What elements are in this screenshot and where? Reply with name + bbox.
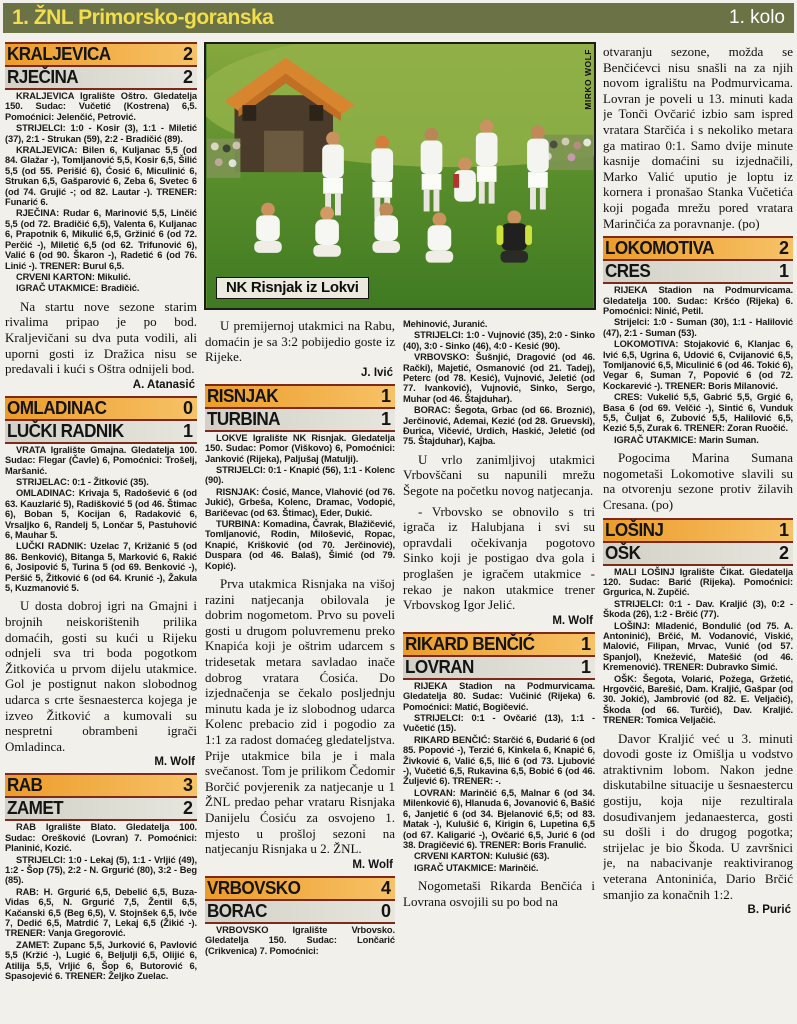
match-scorers: STRIJELCI: 1:0 - Kosir (3), 1:1 - Miletić (37), 2:1 - Strukan (59), 2:2 - Bradičić (89). (5, 123, 197, 144)
match-info: VRATA Igralište Gmajna. Gledatelja 100. Sudac: Flegar (Čavle) 6, Pomoćnici: Trošelj, Maršanić. (5, 444, 197, 476)
away-lineup: OŠK: Šegota, Volarić, Požega, Gržetić, Hrgovčić, Barešić, Dam. Kraljić, Gašpar (od 30. Jokić), Jambrović (od 82. E. Veljačić), Škoda (od 66. Turčić), Dav. Kraljić. TRENER: Tomica Veljačić. (603, 673, 793, 726)
team-photo-illustration (206, 44, 594, 308)
byline: B. Purić (747, 904, 791, 917)
match-scorers: STRIJELCI: 1:0 - Lekaj (5), 1:1 - Vrljić (49), 1:2 - Šop (75), 2:2 - N. Grgurić (80), 3:2 - Beg (85). (5, 854, 197, 886)
page-masthead (3, 3, 794, 33)
player-of-match: IGRAČ UTAKMICE: Bradičić. (16, 283, 140, 294)
match-header-rikard-bencic-lovran (403, 632, 595, 680)
home-team-score: 3 (182, 775, 193, 796)
home-team-score: 1 (580, 633, 591, 654)
column-3 (403, 316, 595, 1020)
away-team-row (5, 421, 197, 444)
home-team-name: LOKOMOTIVA (605, 238, 714, 259)
match-scorers: STRIJELCI: 1:0 - Vujnović (35), 2:0 - Sinko (40), 3:0 - Sinko (46), 4:0 - Kesić (90). (403, 330, 595, 351)
match-report: U dosta dobroj igri na Gmajni i brojnih neiskorištenih prilika domaćih, gosti su kući u Rijeku odnjeli sva tri boda pogotkom Žitkovića u prvom dijelu utakmice. Gol je postignut nakon slobodnog udarca s crte šesnaesterca kojega je izveo Žitković a kumovali su nespretni obrambeni igrači Omladinca. (5, 598, 197, 754)
match-report-continued: otvaranju sezone, možda se Benčićevci nisu snašli na za njih novom igralištu na Podmurvicama. Lovran je poveli u 13. minuti kada je Tonči Ovčarić izbio sam ispred vratara Starčića i s nekoliko metara ga matirao 0:1. Samo dvije minute kasnije domaćini su izjednačili, Marko Valić uputio je loptu iz kornera i pronašao Stanka Vučetića koji pogađa mrežu pored vratara Marinčića za poravnanje. (po) (603, 44, 793, 231)
home-team-name: VRBOVSKO (207, 877, 301, 898)
away-team-row (403, 657, 595, 680)
home-team-score: 4 (380, 877, 391, 898)
match-report: Nogometaši Rikarda Benčića i Lovrana osvojili su po bod na (403, 878, 595, 909)
home-team-name: RIKARD BENČIĆ (405, 633, 535, 654)
away-team-score: 1 (778, 261, 789, 282)
match-header-kraljevica-rjecina (5, 42, 197, 90)
away-team-name: TURBINA (207, 408, 280, 429)
red-card: CRVENI KARTON: Kulušić (63). (414, 851, 550, 862)
match-report: Na startu nove sezone starim rivalima pripao je po bod. Kraljevičani su dva puta vodili, ali uporni gosti iz Dražica nisu se predavali i kući s Oštra odnijeli bod. (5, 298, 197, 377)
home-lineup: LOKOMOTIVA: Stojaković 6, Klanjac 6, Ivić 6,5, Ugrina 6, Udović 6, Cvijanović 6,5, Tomljanović 6,5, Miculinić 6 (od 46. Tokić 6), Vegar 6, Suman 7, Popović 6 (od 72. Kockarević -). TRENER: Boris Milanović. (603, 339, 793, 391)
home-team-row (205, 386, 395, 409)
home-lineup: RISNJAK: Ćosić, Mance, Vlahović (od 76. Jukić), Grbeša, Kolenc, Dramac, Vodopić, Baričevac (od 63. Štimac), Eder, Dukić. (205, 486, 395, 518)
away-lineup: ZAMET: Zupanc 5,5, Jurković 6, Pavlović 5,5 (Kržić -), Lugić 6, Beljulji 6,5, Olijić 6, Atilija 5,5, Vrljić 6, Šop 6, Butorović 6, Spasojević 6. TRENER: Željko Zuelac. (5, 939, 197, 981)
home-team-row (5, 775, 197, 798)
away-team-name: RJEČINA (7, 67, 79, 87)
match-header-risnjak-turbina (205, 384, 395, 432)
away-team-score: 0 (380, 900, 391, 921)
home-team-name: RAB (7, 775, 43, 796)
match-report: U premijernoj utakmici na Rabu, domaćin je sa 3:2 pobijedio goste iz Rijeke. (205, 318, 395, 365)
photo-credit: MIRKO WOLF (583, 49, 593, 110)
match-report: Prva utakmica Risnjaka na višoj razini natjecanja obilovala je dobrim nogometom. Prvo su poveli gosti u drugom poluvremenu preko Knapića koji je oštrim udarcem s tridesetak metara savladao inače dobrog vratara Ćosića. Do izjednačenja se čekalo posljednju minutu kada je iz slobodnog udarca Kolenc prebacio zid i pogodio za 1:1 za radost domaćeg gledateljstva. Prije utakmice bila je i mala svečanost. Tom je prilikom Čedomir Borčić povjerenik za natjecanje u 1 ŽNL predao pehar vrataru Risnjaka Danijelu Ćosiću za osvojeno 1. mjesto u prošloj sezoni na natjecanju Risnjaka u 2. ŽNL. (205, 576, 395, 857)
away-team-row (205, 409, 395, 432)
away-team-name: OŠK (605, 542, 641, 563)
match-header-lokomotiva-cres (603, 236, 793, 284)
home-lineup: OMLADINAC: Krivaja 5, Radošević 6 (od 63. Kauzlarić 5), Radišković 5 (od 46. Štimac 6), Boban 5, Kocijan 6, Radaković 6, Vrsaljko 6, Randelj 5, Lončar 5, Pastuhović 6, Mauhar 5. (5, 488, 197, 540)
byline: M. Wolf (552, 614, 593, 627)
home-lineup: VRBOVSKO: Šušnjić, Dragović (od 46. Rački), Majetić, Osmanović (od 21. Tadej), Peterc (od 78. Kesić), Vujnović, Jeletić (od 77. Ivanković), Vujnović, Sinko, Sergo, Muhar (od 46. Štajduhar). (403, 352, 595, 404)
home-team-score: 1 (380, 385, 391, 406)
match-info: RIJEKA Stadion na Podmurvicama. Gledatelja 100. Sudac: Kršćo (Rijeka) 6. Pomoćnici: Ninić, Petil. (603, 285, 793, 316)
match-scorers: Strijelci: 1:0 - Suman (30), 1:1 - Halilović (47), 2:1 - Suman (53). (603, 317, 793, 338)
match-info: RAB Igralište Blato. Gledatelja 100. Sudac: Orešković (Lovran) 7. Pomoćnici: Planinić, Kozić. (5, 822, 197, 854)
away-team-score: 1 (182, 420, 193, 441)
away-lineup: LOVRAN: Marinčić 6,5, Malnar 6 (od 34. Milenković 6), Hlanuda 6, Jovanović 6, Bašić 6, Janjetić 6 (od 34. Bjelanović 6,5; od 83. Matak -), Kulušić 6, Kirigin 6, Lupetina 6,5 (od 67. Kaligarić -), Ovčarić 6,5, Jurić 6 (od 38. Dragičević 6). TRENER: Boris Franulić. (403, 787, 595, 850)
match-info: VRBOVSKO Igralište Vrbovsko. Gledatelja 150. Sudac: Lončarić (Crikvenica) 7. Pomoćnici: (205, 924, 395, 956)
byline: J. Ivić (361, 366, 393, 379)
league-title: 1. ŽNL Primorsko-goranska (12, 6, 274, 29)
home-team-name: LOŠINJ (605, 519, 664, 540)
home-lineup: KRALJEVICA: Bilen 6, Kuljanac 5,5 (od 84. Glažar -), Tomljanović 5,5, Kosir 6,5, Šilić 5,5 (od 55. Perišić 6), Ćosić 6, Miculinić 6, Strukan 6,5, Gašparović 6, Zeba 6, Svetec 6 (od 74. Grujić -; od 82. Lautar -). TRENER: Funarić 6. (5, 145, 197, 208)
home-team-score: 2 (778, 238, 789, 259)
away-team-name: LOVRAN (405, 656, 474, 677)
away-team-row (5, 798, 197, 821)
match-info: KRALJEVICA Igralište Oštro. Gledatelja 150. Sudac: Vučetić (Kostrena) 6,5. Pomoćnici: Jelenčić, Petrović. (5, 91, 197, 122)
column-2 (205, 316, 395, 1020)
home-team-name: OMLADINAC (7, 397, 107, 418)
player-of-match: IGRAČ UTAKMICE: Marinčić. (414, 862, 539, 873)
away-team-name: BORAC (207, 900, 267, 921)
match-info: RIJEKA Stadion na Podmurvicama. Gledatelja 80. Sudac: Vučinić (Rijeka) 6. Pomoćnici: Matić, Bogičević. (403, 680, 595, 712)
red-card: CRVENI KARTON: Mikulić. (16, 271, 131, 282)
away-team-score: 2 (182, 67, 193, 87)
home-team-score: 1 (778, 519, 789, 540)
match-report: Pogocima Marina Sumana nogometaši Lokomotive slavili su na otvorenju sezone protiv žilavih Cresana. (po) (603, 450, 793, 512)
match-header-vrbovsko-borac (205, 876, 395, 924)
match-info-continued: Mehinović, Juranić. (403, 319, 488, 329)
home-team-name: KRALJEVICA (7, 44, 111, 64)
away-team-name: LUČKI RADNIK (7, 420, 124, 441)
away-lineup: TURBINA: Komadina, Čavrak, Blažičević, Tomljanović, Rodin, Milošević, Ropac, Knapić, Krišković (od 70. Jerčinović), Duspara (od 46. Balaš), Šimić (od 79. Kopić). (205, 519, 395, 571)
away-team-row (603, 261, 793, 284)
match-header-rab-zamet (5, 773, 197, 821)
home-lineup: RIKARD BENČIĆ: Starčić 6, Đudarić 6 (od 85. Popović -), Terzić 6, Kinkela 6, Knapić 6, Živković 6, Valić 6,5, Ilić 6 (od 73. Ljubović -), Vučetić 6,5, Rukavina 6,5, Bobić 6 (od 46. Žuljević 6). TRENER: -. (403, 734, 595, 787)
home-team-name: RISNJAK (207, 385, 279, 406)
away-team-row (603, 543, 793, 566)
match-header-omladinac-lucki-radnik (5, 396, 197, 444)
match-report: U vrlo zanimljivoj utakmici Vrbovščani su napunili mrežu Šegote na početku novog natjecanja. (403, 451, 595, 499)
away-team-score: 2 (778, 542, 789, 563)
away-lineup: BORAC: Šegota, Grbac (od 66. Broznić), Jerčinović, Ademai, Kezić (od 28. Gruevski), Đurica, Vičević, Urdich, Haskić, Jeletić (od 75. Štajduhar), Kajba. (403, 405, 595, 447)
home-team-row (5, 44, 197, 67)
home-team-row (403, 634, 595, 657)
away-team-name: ZAMET (7, 798, 64, 819)
away-team-name: CRES (605, 261, 651, 282)
away-lineup: CRES: Vukelić 5,5, Gabrić 5,5, Grgić 6, Basa 6 (od 69. Velčić -), Sintić 6, Vunduk 5,5, Čuljat 6, Zubović 5,5, Halilović 6,5, Kezić 5,5, Zurak 6. TRENER: Zoran Ruočić. (603, 392, 793, 434)
byline: M. Wolf (352, 858, 393, 871)
column-1 (5, 40, 197, 1020)
home-team-row (5, 398, 197, 421)
home-lineup: LOŠINJ: Mladenić, Bondulić (od 75. A. Antoninić), Brčić, M. Vodanović, Viskić, Malović, Filipan, Mrvac, Vunić (od 57. Spanjol), Knežević, Matešić (od 46. Kremenović). TRENER: Dubravko Simić. (603, 620, 793, 673)
column-4 (603, 40, 793, 1020)
match-scorers: STRIJELCI: 0:1 - Knapić (56), 1:1 - Kolenc (90). (205, 465, 395, 486)
home-team-score: 0 (182, 397, 193, 418)
away-lineup: LUČKI RADNIK: Uzelac 7, Križanić 5 (od 86. Benković), Bitanga 5, Marković 6, Rakić 6, Josipović 5, Turina 5 (od 69. Benković -), Peršić 5, Žitković 6 (od 64. Krunić -), Žakula 5, Kuzmanović 5. (5, 541, 197, 593)
away-team-score: 2 (182, 798, 193, 819)
photo-caption: NK Risnjak iz Lokvi (216, 277, 369, 299)
round-label: 1. kolo (729, 7, 785, 28)
match-header-losinj-osk (603, 518, 793, 566)
player-of-match: IGRAČ UTAKMICE: Marin Suman. (614, 434, 759, 445)
home-team-row (205, 878, 395, 901)
match-info: LOKVE Igralište NK Risnjak. Gledatelja 150. Sudac: Pomor (Viškovo) 6, Pomoćnici: Janković (Rijeka), Paljušaj (Matulji). (205, 432, 395, 464)
match-scorers: STRIJELCI: 0:1 - Dav. Kraljić (3), 0:2 - Škoda (26), 1:2 - Brčić (77). (603, 598, 793, 620)
away-team-row (205, 901, 395, 924)
away-team-score: 1 (380, 408, 391, 429)
away-team-score: 1 (580, 656, 591, 677)
byline: A. Atanasić (132, 378, 195, 391)
match-report-quote: - Vrbovsko se obnovilo s tri igrača iz Halubjana i svi su opravdali očekivanja pogotovo Sinko koji je postigao dva gola i proglašen je igračem utakmice - rekao je nakon utakmice trener Vrbovskog Igor Jelić. (403, 503, 595, 613)
match-info: MALI LOŠINJ Igralište Čikat. Gledatelja 120. Sudac: Barić (Rijeka). Pomoćnici: Grgurica, N. Zupčić. (603, 566, 793, 598)
match-scorers: STRIJELCI: 0:1 - Ovčarić (13), 1:1 - Vučetić (15). (403, 713, 595, 734)
team-photo (204, 42, 596, 310)
away-team-row (5, 67, 197, 90)
match-scorers: STRIJELAC: 0:1 - Žitković (35). (16, 476, 149, 487)
byline: M. Wolf (154, 756, 195, 769)
away-lineup: RJEČINA: Rudar 6, Marinović 5,5, Linčić 5,5 (od 72. Bradičić 6,5), Valenta 6, Kuljanac 6, Prapotnik 6, Mikulić 6,5, Gržinić 6 (od 72. Perčić -), Miletić 6,5 (od 62. Trifunović 6), Valić 6 (od 90. Škaron -), Radetić 6 (od 76. Linić -). TRENER: Burul 6,5. (5, 208, 197, 271)
match-report: Davor Kraljić već u 3. minuti dovodi goste iz Omišlja u vodstvo atraktivnim lobom. Nakon jedne diskutabilne situacije u šesnaestercu gostiju, koja nije rezultirala dosuđivanjem jedanaesterca, gosti su došli i do drugog pogotka; strijelac je bio Škoda. U završnici je, na nabacivanje reaktiviranog veterana Antoninića, Dario Brčić smanjio za konačnih 1:2. (603, 730, 793, 902)
home-team-row (603, 520, 793, 543)
home-team-score: 2 (182, 44, 193, 64)
home-lineup: RAB: H. Grgurić 6,5, Debelić 6,5, Buza-Vidas 6,5, N. Grgurić 7,5, Žentil 6,5, Kačanski 6,5 (Beg 6,5), V. Stojnšek 6,5, Ivče 7, Dedić 6,5, Matrdić 7, Lekaj 6,5 (Žikić -). TRENER: Vanja Gregorović. (5, 886, 197, 939)
home-team-row (603, 238, 793, 261)
